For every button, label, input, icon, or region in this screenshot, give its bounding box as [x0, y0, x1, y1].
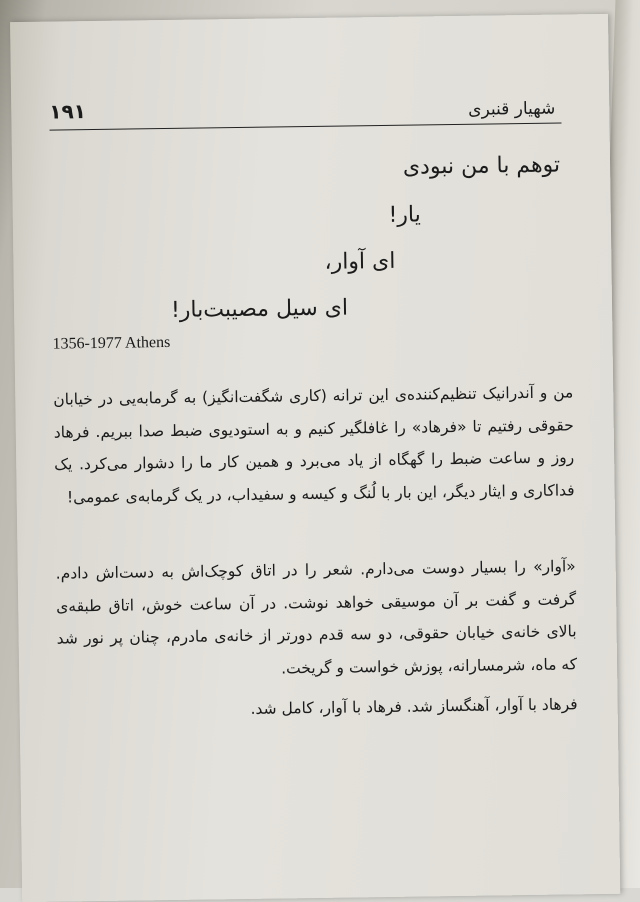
- body-paragraph-2: «آوار» را بسیار دوست می‌دارم. شعر را در اتاق کوچک‌اش به دست‌اش دادم. گرفت و گفت بر آن موسیقی خواهد نوشت. در آن ساعت خوش، اتاق طبقه‌ی بالای خانه‌ی خیابان حقوقی، دو سه قدم دورتر از خانه‌ی مادرم، چنان پر نور شد که ماه، شرمسارانه، پوزش خواست و گریخت.: [55, 557, 578, 677]
- body-paragraph-3: فرهاد با آوار، آهنگساز شد. فرهاد با آوار، کامل شد.: [250, 695, 578, 718]
- book-page: [10, 14, 620, 902]
- header-rule: [50, 122, 562, 130]
- poem-line-2: یار!: [388, 202, 421, 228]
- page-number: ۱۹۱: [49, 99, 87, 124]
- poem-line-4: ای سیل مصیبت‌بار!: [170, 295, 349, 323]
- poem-dateline: 1356-1977 Athens: [52, 333, 171, 353]
- poem-line-3: ای آوار،: [324, 248, 396, 275]
- body-paragraph-1: من و آندرانیک تنظیم‌کننده‌ی این ترانه (کاری شگفت‌انگیز) به گرمابه‌یی در خیابان حقوقی رفتیم تا «فرهاد» را غافلگیر کنیم و به استودیوی ضبط صدا ببریم. فرهاد روز و ساعت ضبط را گهگاه از یاد می‌برد و همین کار ما را دشوار می‌کرد. یک فداکاری و ایثار دیگر، این بار با لُنگ و کیسه و سفیداب، در یک گرمابه‌ی عمومی!: [53, 383, 575, 506]
- running-head-author: شهیار قنبری: [468, 98, 556, 120]
- poem-line-1: توهم با من نبودی: [402, 152, 561, 180]
